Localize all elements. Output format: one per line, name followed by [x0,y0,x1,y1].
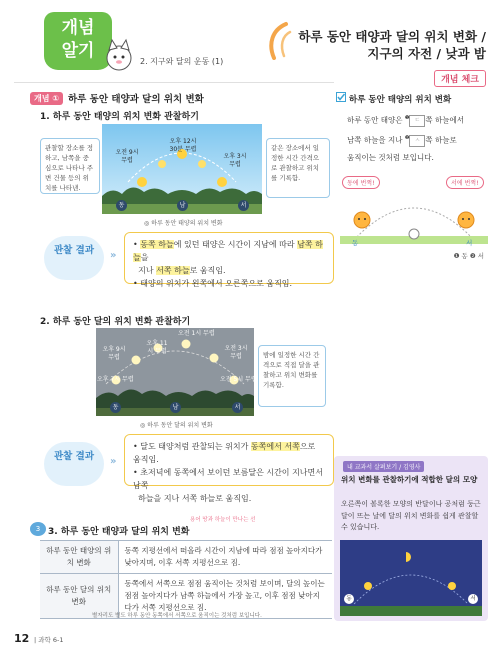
checkbox-icon [336,92,346,102]
compass-rose-icon [409,229,419,239]
check-dir-west: 서 [466,239,473,247]
moon-subtitle: 2. 하루 동안 달의 위치 변화 관찰하기 [40,317,191,327]
sun-face-icon [354,212,474,228]
moon-result-line1: • 달도 태양처럼 관찰되는 위치가 동쪽에서 서쪽으로 움직임. [133,442,316,464]
answer-key: ❶ 동 ❷ 서 [453,252,484,260]
sun-dir-south: 남 [177,200,188,211]
check-line1: 하루 동안 태양은 $^❶$ ㄷ 쪽 하늘에서 [347,115,464,125]
sun-result-line1: • 동쪽 하늘에 있던 태양은 시간이 지남에 따라 남쪽 하늘을 [133,240,323,262]
moon-time-label-5: 오전 3시 무렵 [224,345,248,360]
moon-caption: ◎ 하루 동안 달의 위치 변화 [140,422,213,429]
panel-dir-east: 동 [344,594,354,604]
orange-swoosh-icon [262,20,292,60]
summary-table [40,540,332,619]
book-label: | 과학 6-1 [34,636,64,644]
sun-result-box [124,232,334,288]
chevron-right-icon: » [110,250,117,261]
sun-left-note: 관찰할 장소를 정하고, 남쪽을 중심으로 나타나 주변 건물 등의 위치를 나타낸. [40,138,100,194]
table-row [40,541,332,574]
textbook-tag: 내 교과서 살펴보기 / 김영사 [343,461,424,472]
page-title [298,28,486,62]
bubble-east: 동에 번쩍! [342,176,380,189]
check-dir-east: 동 [352,239,359,247]
chapter-label: 2. 지구와 달의 운동 (1) [140,57,224,66]
header-divider [14,82,334,83]
answer-blank-1[interactable]: ㄷ [409,115,425,127]
answer-blank-2[interactable]: ㅅ [409,135,425,147]
moon-dir-east: 동 [110,402,121,413]
term-tag: 용어 땅과 하늘이 만나는 선 [190,517,256,523]
foot-note: 별자리도 별도 하루 동안 동쪽에서 서쪽으로 움직이는 것처럼 보입니다. [92,613,262,619]
table-row-body: 동쪽 지평선에서 떠올라 시간이 지남에 따라 점점 높아지다가 낮아지며, 이후 서쪽 지평선으로 짐. [118,541,332,574]
section-label: 개념 ① [30,92,63,105]
moon-time-label-4: 오전 1시 무렵 [178,330,215,337]
panel-dir-west: 서 [468,594,478,604]
sun-dir-east: 동 [116,200,127,211]
step-icon: 3 [30,522,46,536]
check-line2: 남쪽 하늘을 지나 $^❷$ ㅅ 쪽 하늘로 [347,135,457,145]
sun-time-label-3: 오후 3시 무렵 [223,153,247,168]
chevron-right-icon-2: » [110,456,117,467]
page-title-line2: 지구의 자전 / 낮과 밤 [367,46,486,61]
table-row-head: 하루 동안 달의 위치 변화 [40,574,118,619]
page-title-line1: 하루 동안 태양과 달의 위치 변화 / [298,29,486,44]
sun-caption: ◎ 하루 동안 태양의 위치 변화 [144,220,223,227]
sun-time-label-2: 오후 12시 30분 무렵 [169,138,197,153]
section-title: 하루 동안 태양과 달의 위치 변화 [68,94,204,105]
sun-result-line3: • 태양의 위치가 왼쪽에서 오른쪽으로 움직임. [133,279,293,288]
summary-subtitle: 3. 하루 동안 태양과 달의 위치 변화 [48,527,190,537]
concept-check-title: 하루 동안 태양의 위치 변화 [349,95,452,105]
moon-time-label-2: 오후 9시 무렵 [102,346,126,361]
moon-dir-west: 서 [232,402,243,413]
moon-time-label-3: 오후 11시 무렵 [146,340,168,355]
table-row-head: 하루 동안 태양의 위치 변화 [40,541,118,574]
concept-check-tab: 개념 체크 [434,70,486,87]
table-row-body: 동쪽에서 서쪽으로 점점 움직이는 것처럼 보이며, 달의 높이는 점점 높아지다가 남쪽 하늘에서 가장 높고, 이후 점점 낮아지다가 서쪽 지평선으로 짐. [118,574,332,619]
textbook-panel-title: 위치 변화를 관찰하기에 적합한 달의 모양 [341,475,478,484]
moon-result-label: 관찰 결과 [44,442,104,486]
badge-line2: 알기 [61,41,95,61]
moon-time-label-1: 오후 7시 무렵 [97,376,134,383]
moon-result-line3: 하늘을 지나 서쪽 하늘로 움직임. [138,494,252,503]
badge-line1: 개념 [61,18,95,38]
moon-right-note: 밤에 일정한 시간 간격으로 직접 달을 관찰하고 위치 변화를 기록함. [258,345,326,407]
bubble-west: 서에 번쩍! [446,176,484,189]
sun-time-label-1: 오전 9시 무렵 [115,149,139,164]
page-number: 12 [14,632,30,645]
moon-night-illustration [340,540,482,616]
sun-result-line2: 지나 서쪽 하늘로 움직임. [138,266,226,275]
sun-dir-west: 서 [238,200,249,211]
concept-badge [44,12,112,70]
moon-dir-south: 남 [170,402,181,413]
sun-subtitle: 1. 하루 동안 태양의 위치 변화 관찰하기 [40,112,199,122]
mascot-icon [104,38,134,72]
textbook-panel-text: 오른쪽이 볼록한 모양의 반달이나 공처럼 둥근달이 뜨는 날에 달의 위치 변화를 쉽게 관찰할 수 있습니다. [341,500,481,531]
sun-right-note: 같은 장소에서 일정한 시간 간격으로 관찰하고 위치를 기록함. [266,138,330,198]
moon-time-label-6: 오전 5시 무렵 [220,376,257,383]
check-line3: 움직이는 것처럼 보입니다. [347,153,434,162]
sun-result-label: 관찰 결과 [44,236,104,280]
moon-result-line2: • 초저녁에 동쪽에서 보이던 보름달은 시간이 지나면서 남쪽 [133,468,323,490]
moon-result-box [124,434,334,503]
